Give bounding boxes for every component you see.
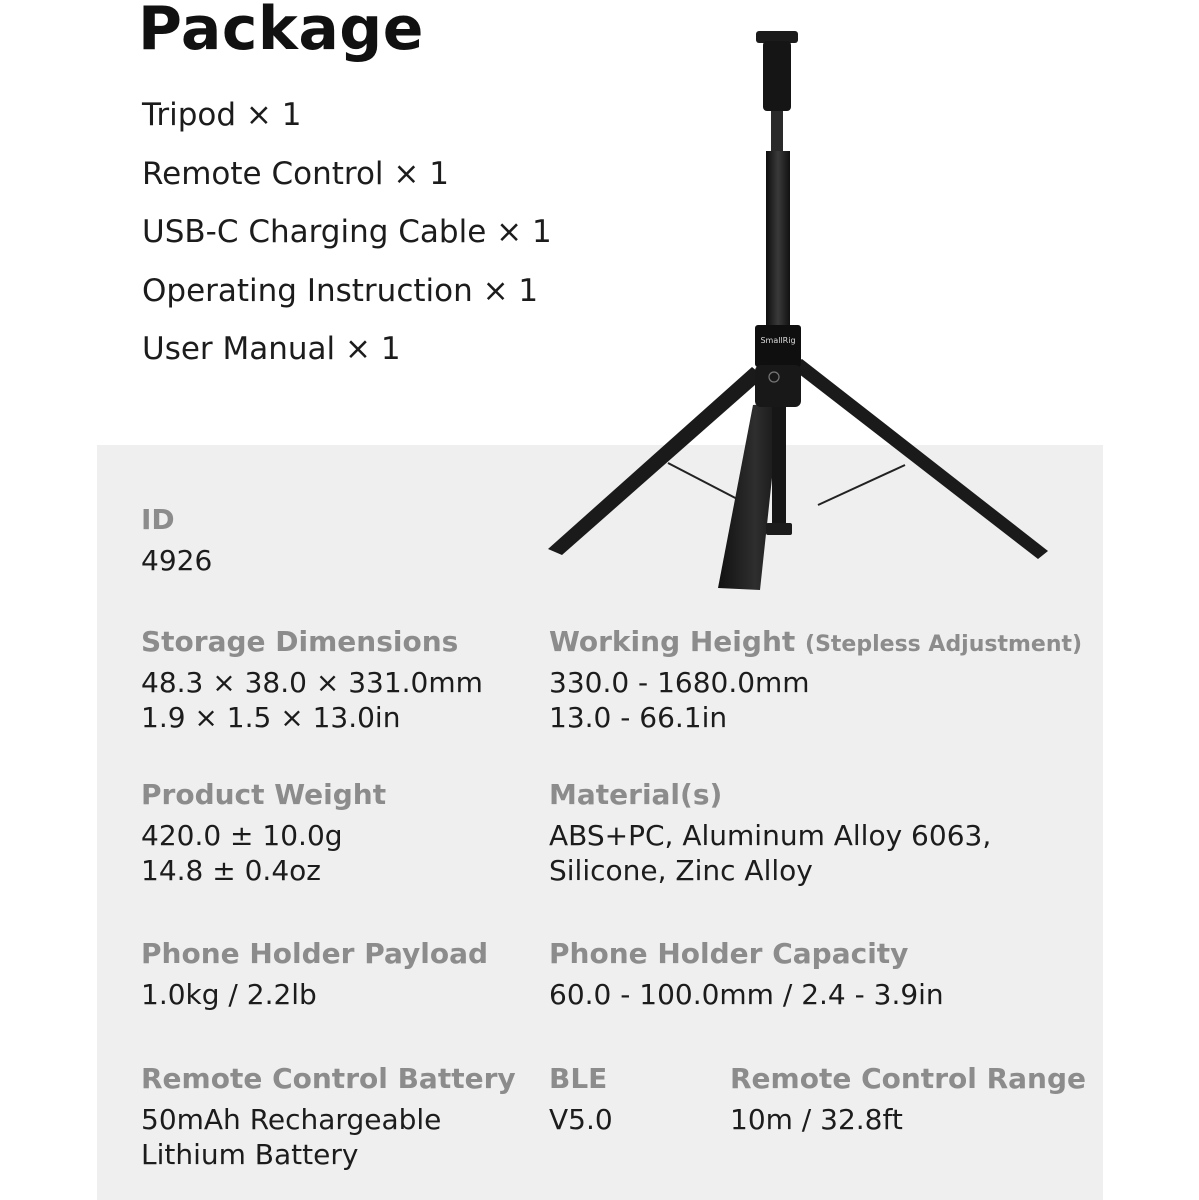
- remote-control-range-value: 10m / 32.8ft: [730, 1103, 903, 1136]
- package-item: Operating Instruction × 1: [142, 272, 539, 309]
- package-title: Package: [138, 0, 424, 64]
- working-height-value-in: 13.0 - 66.1in: [549, 701, 728, 734]
- package-list: [142, 86, 552, 379]
- product-weight-label: Product Weight: [141, 778, 387, 811]
- phone-holder-capacity-label: Phone Holder Capacity: [549, 937, 909, 970]
- package-item: Tripod × 1: [142, 97, 302, 133]
- remote-control-battery-value-line1: 50mAh Rechargeable: [141, 1103, 442, 1136]
- working-height-value-mm: 330.0 - 1680.0mm: [549, 666, 810, 699]
- storage-dimensions-label: Storage Dimensions: [141, 625, 459, 658]
- package-item: USB-C Charging Cable × 1: [142, 214, 552, 251]
- phone-holder-payload-value: 1.0kg / 2.2lb: [141, 978, 317, 1011]
- storage-dimensions-value-mm: 48.3 × 38.0 × 331.0mm: [141, 666, 483, 699]
- working-height-sublabel: (Stepless Adjustment): [805, 632, 1083, 657]
- ble-value: V5.0: [549, 1103, 613, 1136]
- svg-text:SmallRig: SmallRig: [760, 336, 796, 345]
- working-height-label-text: Working Height: [549, 625, 796, 658]
- package-item: User Manual × 1: [142, 331, 401, 368]
- tripod-icon: [540, 25, 1060, 600]
- phone-holder-payload-label: Phone Holder Payload: [141, 937, 489, 970]
- id-label: ID: [141, 503, 175, 536]
- product-weight-value-oz: 14.8 ± 0.4oz: [141, 854, 321, 887]
- remote-control-battery-value-line2: Lithium Battery: [141, 1138, 359, 1171]
- materials-value-line2: Silicone, Zinc Alloy: [549, 854, 813, 887]
- id-value: 4926: [141, 544, 213, 577]
- working-height-label: [549, 625, 1082, 658]
- product-weight-value-g: 420.0 ± 10.0g: [141, 819, 343, 852]
- package-item: Remote Control × 1: [142, 155, 449, 192]
- phone-holder-capacity-value: 60.0 - 100.0mm / 2.4 - 3.9in: [549, 978, 944, 1011]
- remote-control-battery-label: Remote Control Battery: [141, 1062, 516, 1095]
- materials-value-line1: ABS+PC, Aluminum Alloy 6063,: [549, 819, 992, 852]
- remote-control-range-label: Remote Control Range: [730, 1062, 1087, 1095]
- storage-dimensions-value-in: 1.9 × 1.5 × 13.0in: [141, 701, 401, 734]
- materials-label: Material(s): [549, 778, 723, 811]
- ble-label: BLE: [549, 1062, 608, 1095]
